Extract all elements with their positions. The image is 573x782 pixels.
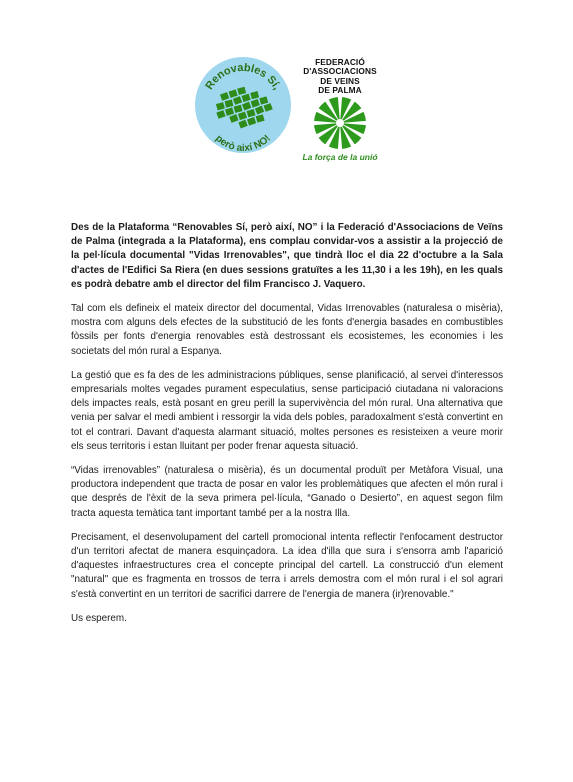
federacio-logo: [296, 58, 396, 168]
logo-text-bottom: però així NO!: [213, 133, 273, 155]
paragraph: Tal com els defineix el mateix director del documental, Vidas Irrenovables (naturalesa o misèria), mostra com alguns dels efectes de la substitució de les fonts d'energia basades en combustibles fòssils per fonts d'energia renovables està destrossant els ecosistemes, les economies i les societats del món rural a Espanya.: [71, 303, 503, 357]
paragraph: La gestió que es fa des de les administracions públiques, sense planificació, al servei d'interessos empresarials moltes vegades purament especulatius, sense participació ciutadana ni valoracions dels impactes reals, està posant en greu perill la supervivència del món rural. Una alternativa que venia per salvar el medi ambient i ressorgir la vida dels pobles, paradoxalment s'està convertint en tot el contrari. Davant d'aquesta alarmant situació, moltes persones es resisteixen a veure morir els seus territoris i estan lluitant per poder frenar aquesta situació.: [71, 369, 503, 452]
closing-line: Us esperem.: [71, 612, 127, 624]
paragraph: “Vidas irrenovables” (naturalesa o misèria), és un documental produït per Metàfora Visual, una productora independent que tracta de posar en valor les problemàtiques que afecten el món rural i que després de l'èxit de la seva primera pel·lícula, “Ganado o Desierto”, en aquest segon film tracta aquesta temàtica tant important també per a la nostra Illa.: [71, 465, 503, 519]
renovables-logo: [193, 55, 293, 155]
federacio-name-line: D'ASSOCIACIONS: [303, 66, 377, 77]
federacio-motto: La força de la unió: [302, 152, 378, 162]
logo-text-top: Renovables Sí,: [203, 61, 283, 92]
federacio-name-line: FEDERACIÓ: [315, 57, 365, 67]
renovables-logo-graphic: [193, 55, 293, 155]
intro-paragraph: Des de la Plataforma “Renovables Sí, però així, NO” i la Federació d'Associacions de Veïns de Palma (integrada a la Plataforma), ens complau convidar-vos a assistir a la projecció de la pel·lícula documental "Vidas Irrenovables", que tindrà lloc el dia 22 d'octubre a la Sala d'actes de l'Edifici Sa Riera (en dues sessions gratuïtes a les 11,30 i a les 19h), en les quals es podrà debatre amb el director del film Francisco J. Vaquero.: [71, 222, 503, 290]
mark-hub: [336, 119, 344, 127]
letter-body: [71, 221, 503, 636]
federacio-mark-icon: [307, 94, 373, 152]
paragraph: Precisament, el desenvolupament del cartell promocional intenta reflectir l'enfocament destructor d'un territori afectat de manera esquinçadora. La idea d'illa que sura i s'ensorra amb l'aparició d'aquestes infraestructures crea el concepte principal del cartell. La construcció d'un element "natural" que es fragmenta en trossos de terra i arrels demostra com el món rural i el sol agrari s'està convertint en un territori de sacrifici darrere de l'energia de manera (ir)renovable.": [71, 531, 503, 600]
federacio-name-line: DE VEINS: [320, 75, 360, 86]
federacio-name: [296, 58, 384, 96]
federacio-name-line: DE PALMA: [318, 85, 362, 96]
